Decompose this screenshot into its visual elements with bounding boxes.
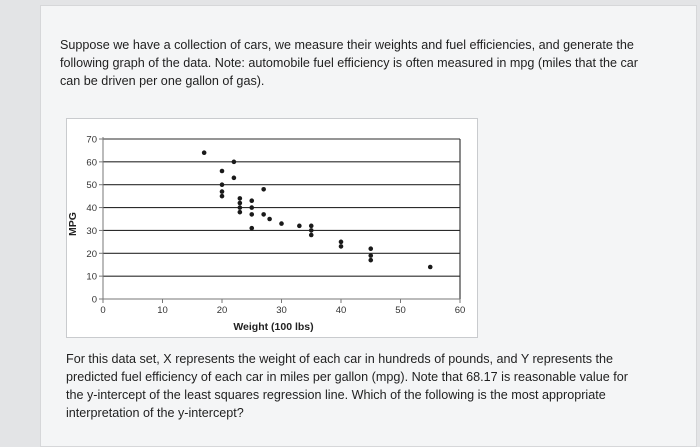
data-point — [368, 258, 373, 263]
data-point — [238, 205, 243, 210]
x-axis-label: Weight (100 lbs) — [233, 321, 314, 333]
y-tick-label: 0 — [91, 294, 97, 306]
x-tick-label: 20 — [216, 305, 228, 316]
data-point — [297, 224, 302, 229]
data-point — [249, 212, 254, 217]
data-point — [309, 224, 314, 229]
data-point — [220, 194, 225, 199]
x-tick-label: 40 — [335, 305, 347, 316]
question-prompt: For this data set, X represents the weight of each car in hundreds of pounds, and Y represents the predicted fuel efficiency of each car in miles per gallon (mpg). Note that 68.17 is reasonable value for the y-intercept of the least squares regression line. Which of the following is the most appropriate interpretation of the y-intercept? — [66, 352, 628, 420]
question-intro: Suppose we have a collection of cars, we measure their weights and fuel efficiencies, and generate the following graph of the data. Note: automobile fuel efficiency is often measured in mpg (miles that the car can be driven per one gallon of gas). — [60, 38, 638, 88]
data-point — [267, 217, 272, 222]
data-point — [202, 150, 207, 155]
y-tick-label: 10 — [86, 271, 97, 283]
data-point — [232, 160, 237, 165]
data-points — [202, 150, 433, 269]
data-point — [261, 187, 266, 192]
data-point — [339, 244, 344, 249]
data-point — [279, 221, 284, 226]
data-point — [238, 210, 243, 215]
data-point — [238, 201, 243, 206]
y-tick-label: 50 — [86, 180, 97, 192]
y-axis-label: MPG — [67, 212, 79, 236]
gridlines — [103, 139, 460, 299]
data-point — [249, 198, 254, 203]
data-point — [309, 233, 314, 238]
y-tick-label: 70 — [86, 134, 97, 146]
data-point — [428, 265, 433, 270]
data-point — [261, 212, 266, 217]
data-point — [368, 246, 373, 251]
data-point — [339, 240, 344, 245]
x-tick-label: 0 — [100, 305, 106, 316]
data-point — [220, 169, 225, 174]
data-point — [368, 253, 373, 258]
x-tick-label: 10 — [157, 305, 168, 316]
data-point — [238, 196, 243, 201]
y-tick-label: 20 — [86, 248, 97, 260]
y-tick-label: 30 — [86, 225, 97, 237]
y-tick-label: 40 — [86, 203, 97, 215]
data-point — [220, 182, 225, 187]
data-point — [309, 228, 314, 233]
x-tick-label: 60 — [454, 305, 466, 316]
scatter-chart — [66, 118, 476, 336]
data-point — [232, 176, 237, 181]
x-tick-label: 30 — [276, 305, 287, 316]
data-point — [249, 205, 254, 210]
data-point — [220, 189, 225, 194]
data-point — [249, 226, 254, 231]
x-tick-label: 50 — [395, 305, 406, 316]
y-tick-label: 60 — [86, 157, 97, 169]
